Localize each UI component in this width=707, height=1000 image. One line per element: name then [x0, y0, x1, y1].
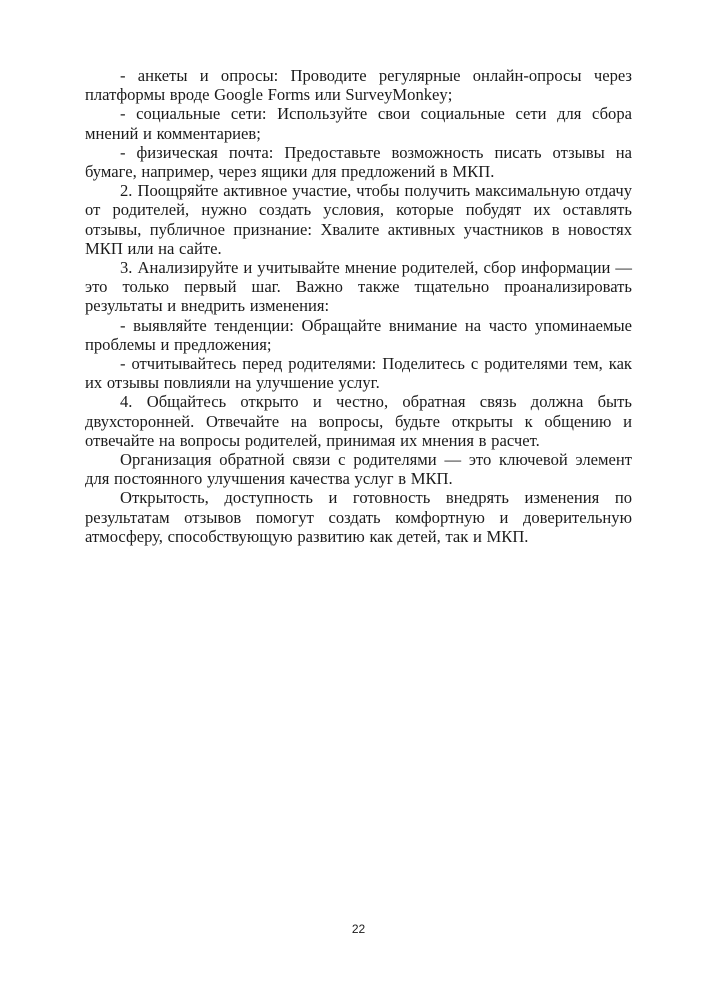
paragraph: 2. Поощряйте активное участие, чтобы получить максимальную отдачу от родителей, нужно создать условия, которые побудят их оставлять отзывы, публичное признание: Хвалите активных участников в новостях МКП или на сайте. [85, 181, 632, 258]
paragraph: - анкеты и опросы: Проводите регулярные онлайн-опросы через платформы вроде Google Forms или SurveyMonkey; [85, 66, 632, 105]
document-body [85, 66, 632, 546]
paragraph: Организация обратной связи с родителями — это ключевой элемент для постоянного улучшения качества услуг в МКП. [85, 450, 632, 489]
paragraph: - социальные сети: Используйте свои социальные сети для сбора мнений и комментариев; [85, 104, 632, 143]
paragraph: Открытость, доступность и готовность внедрять изменения по результатам отзывов помогут создать комфортную и доверительную атмосферу, способствующую развитию как детей, так и МКП. [85, 488, 632, 546]
paragraph: - физическая почта: Предоставьте возможность писать отзывы на бумаге, например, через ящики для предложений в МКП. [85, 142, 632, 182]
paragraph: - выявляйте тенденции: Обращайте внимание на часто упоминаемые проблемы и предложения; [85, 315, 632, 354]
page-number: 22 [351, 922, 366, 936]
paragraph: 4. Общайтесь открыто и честно, обратная связь должна быть двухсторонней. Отвечайте на вопросы, будьте открыты к общению и отвечайте на вопросы родителей, принимая их мнения в расчет. [85, 392, 632, 450]
paragraph: 3. Анализируйте и учитывайте мнение родителей, сбор информации — это только первый шаг. Важно также тщательно проанализировать результаты и внедрить изменения: [85, 258, 632, 316]
paragraph: - отчитывайтесь перед родителями: Поделитесь с родителями тем, как их отзывы повлияли на улучшение услуг. [85, 354, 632, 393]
